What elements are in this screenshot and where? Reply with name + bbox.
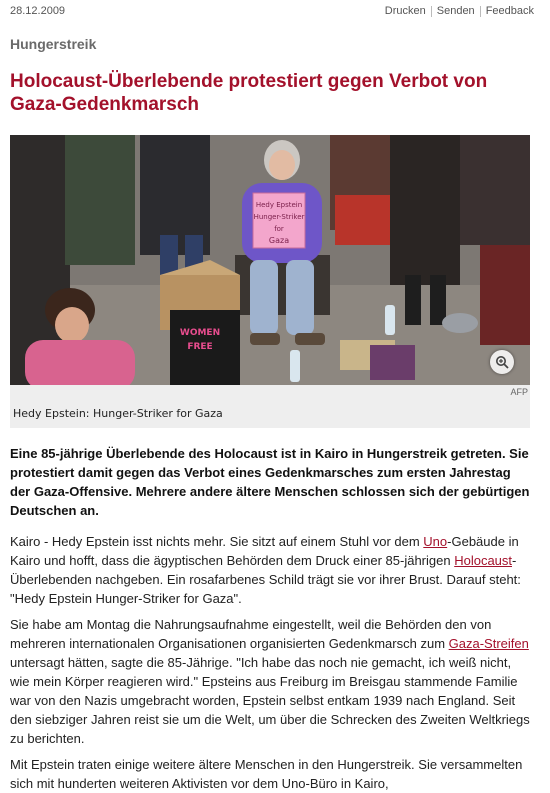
send-link[interactable]: Senden xyxy=(436,5,475,17)
print-link[interactable]: Drucken xyxy=(384,5,426,17)
paragraph-text: Sie habe am Montag die Nahrungsaufnahme eingestellt, weil die Behörden den von mehreren internationalen Organisationen organisierten Gedenkmarsch zum xyxy=(10,617,492,651)
kicker: Hungerstreik xyxy=(10,36,97,52)
lead-paragraph: Eine 85-jährige Überlebende des Holocaust ist in Kairo in Hungerstreik getreten. Sie protestiert damit gegen das Verbot eines Gedenkmarsches zum ersten Jahrestag der Gaza-Offensive. Mehrere andere ältere Menschen schlossen sich der gebürtigen Deutschen an. xyxy=(10,446,530,518)
paragraph-text: -Überlebenden nachgeben. Ein rosafarbenes Schild trägt sie vor ihrer Brust. Darauf steht: "Hedy Epstein Hunger-Striker for Gaza". xyxy=(10,553,521,606)
sign-line-3: for xyxy=(274,225,284,233)
photo-caption: Hedy Epstein: Hunger-Striker for Gaza xyxy=(13,407,223,420)
headline: Holocaust-Überlebende protestiert gegen Verbot von Gaza-Gedenkmarsch xyxy=(10,71,488,115)
article-photo[interactable] xyxy=(10,135,530,385)
body-paragraph-3: Mit Epstein traten einige weitere ältere Menschen in den Hungerstreik. Sie versammelten sich mit hunderten weiteren Aktivisten vor dem Uno-Büro in Kairo, xyxy=(10,757,523,791)
sign-line-2: Hunger-Striker xyxy=(253,213,305,221)
body-paragraph-2 xyxy=(10,615,532,748)
paragraph-text: -Gebäude in Kairo und hofft, dass die ägyptischen Behörden dem Druck einer 85-jährigen xyxy=(10,534,519,568)
sign-line-4: Gaza xyxy=(268,236,290,245)
top-bar xyxy=(10,3,534,19)
shirt-text-1: WOMEN xyxy=(179,328,221,338)
uno-link[interactable]: Uno xyxy=(423,534,448,549)
paragraph-text: untersagt hätten, sagte die 85-Jährige. "Ich habe das noch nie gemacht, ich weiß nicht, wie mein Körper reagieren wird." Epsteins aus Freiburg im Breisgau stammende Familie war von den Nazis umgebracht worden, Epstein selbst entkam 1939 nach England. Seit den siebziger Jahren reist sie um die Welt, um über die Schrecken des Zweiten Weltkriegs zu berichten. xyxy=(10,655,530,746)
gaza-streifen-link[interactable]: Gaza-Streifen xyxy=(448,636,529,651)
article-tools xyxy=(385,5,534,17)
photo-box xyxy=(10,135,530,428)
divider xyxy=(431,6,432,17)
article-date: 28.12.2009 xyxy=(10,5,66,17)
holocaust-link[interactable]: Holocaust xyxy=(454,553,513,568)
paragraph-text: Kairo - Hedy Epstein isst nichts mehr. Sie sitzt auf einem Stuhl vor dem xyxy=(10,534,424,549)
shirt-text-2: FREE xyxy=(187,342,213,352)
divider xyxy=(480,6,481,17)
photo-credit: AFP xyxy=(510,387,528,397)
photo-illustration xyxy=(10,135,530,385)
zoom-button[interactable] xyxy=(490,350,514,374)
body-paragraph-1 xyxy=(10,532,532,608)
magnifier-plus-icon xyxy=(495,355,509,369)
feedback-link[interactable]: Feedback xyxy=(485,5,534,17)
sign-line-1: Hedy Epstein xyxy=(255,201,303,209)
